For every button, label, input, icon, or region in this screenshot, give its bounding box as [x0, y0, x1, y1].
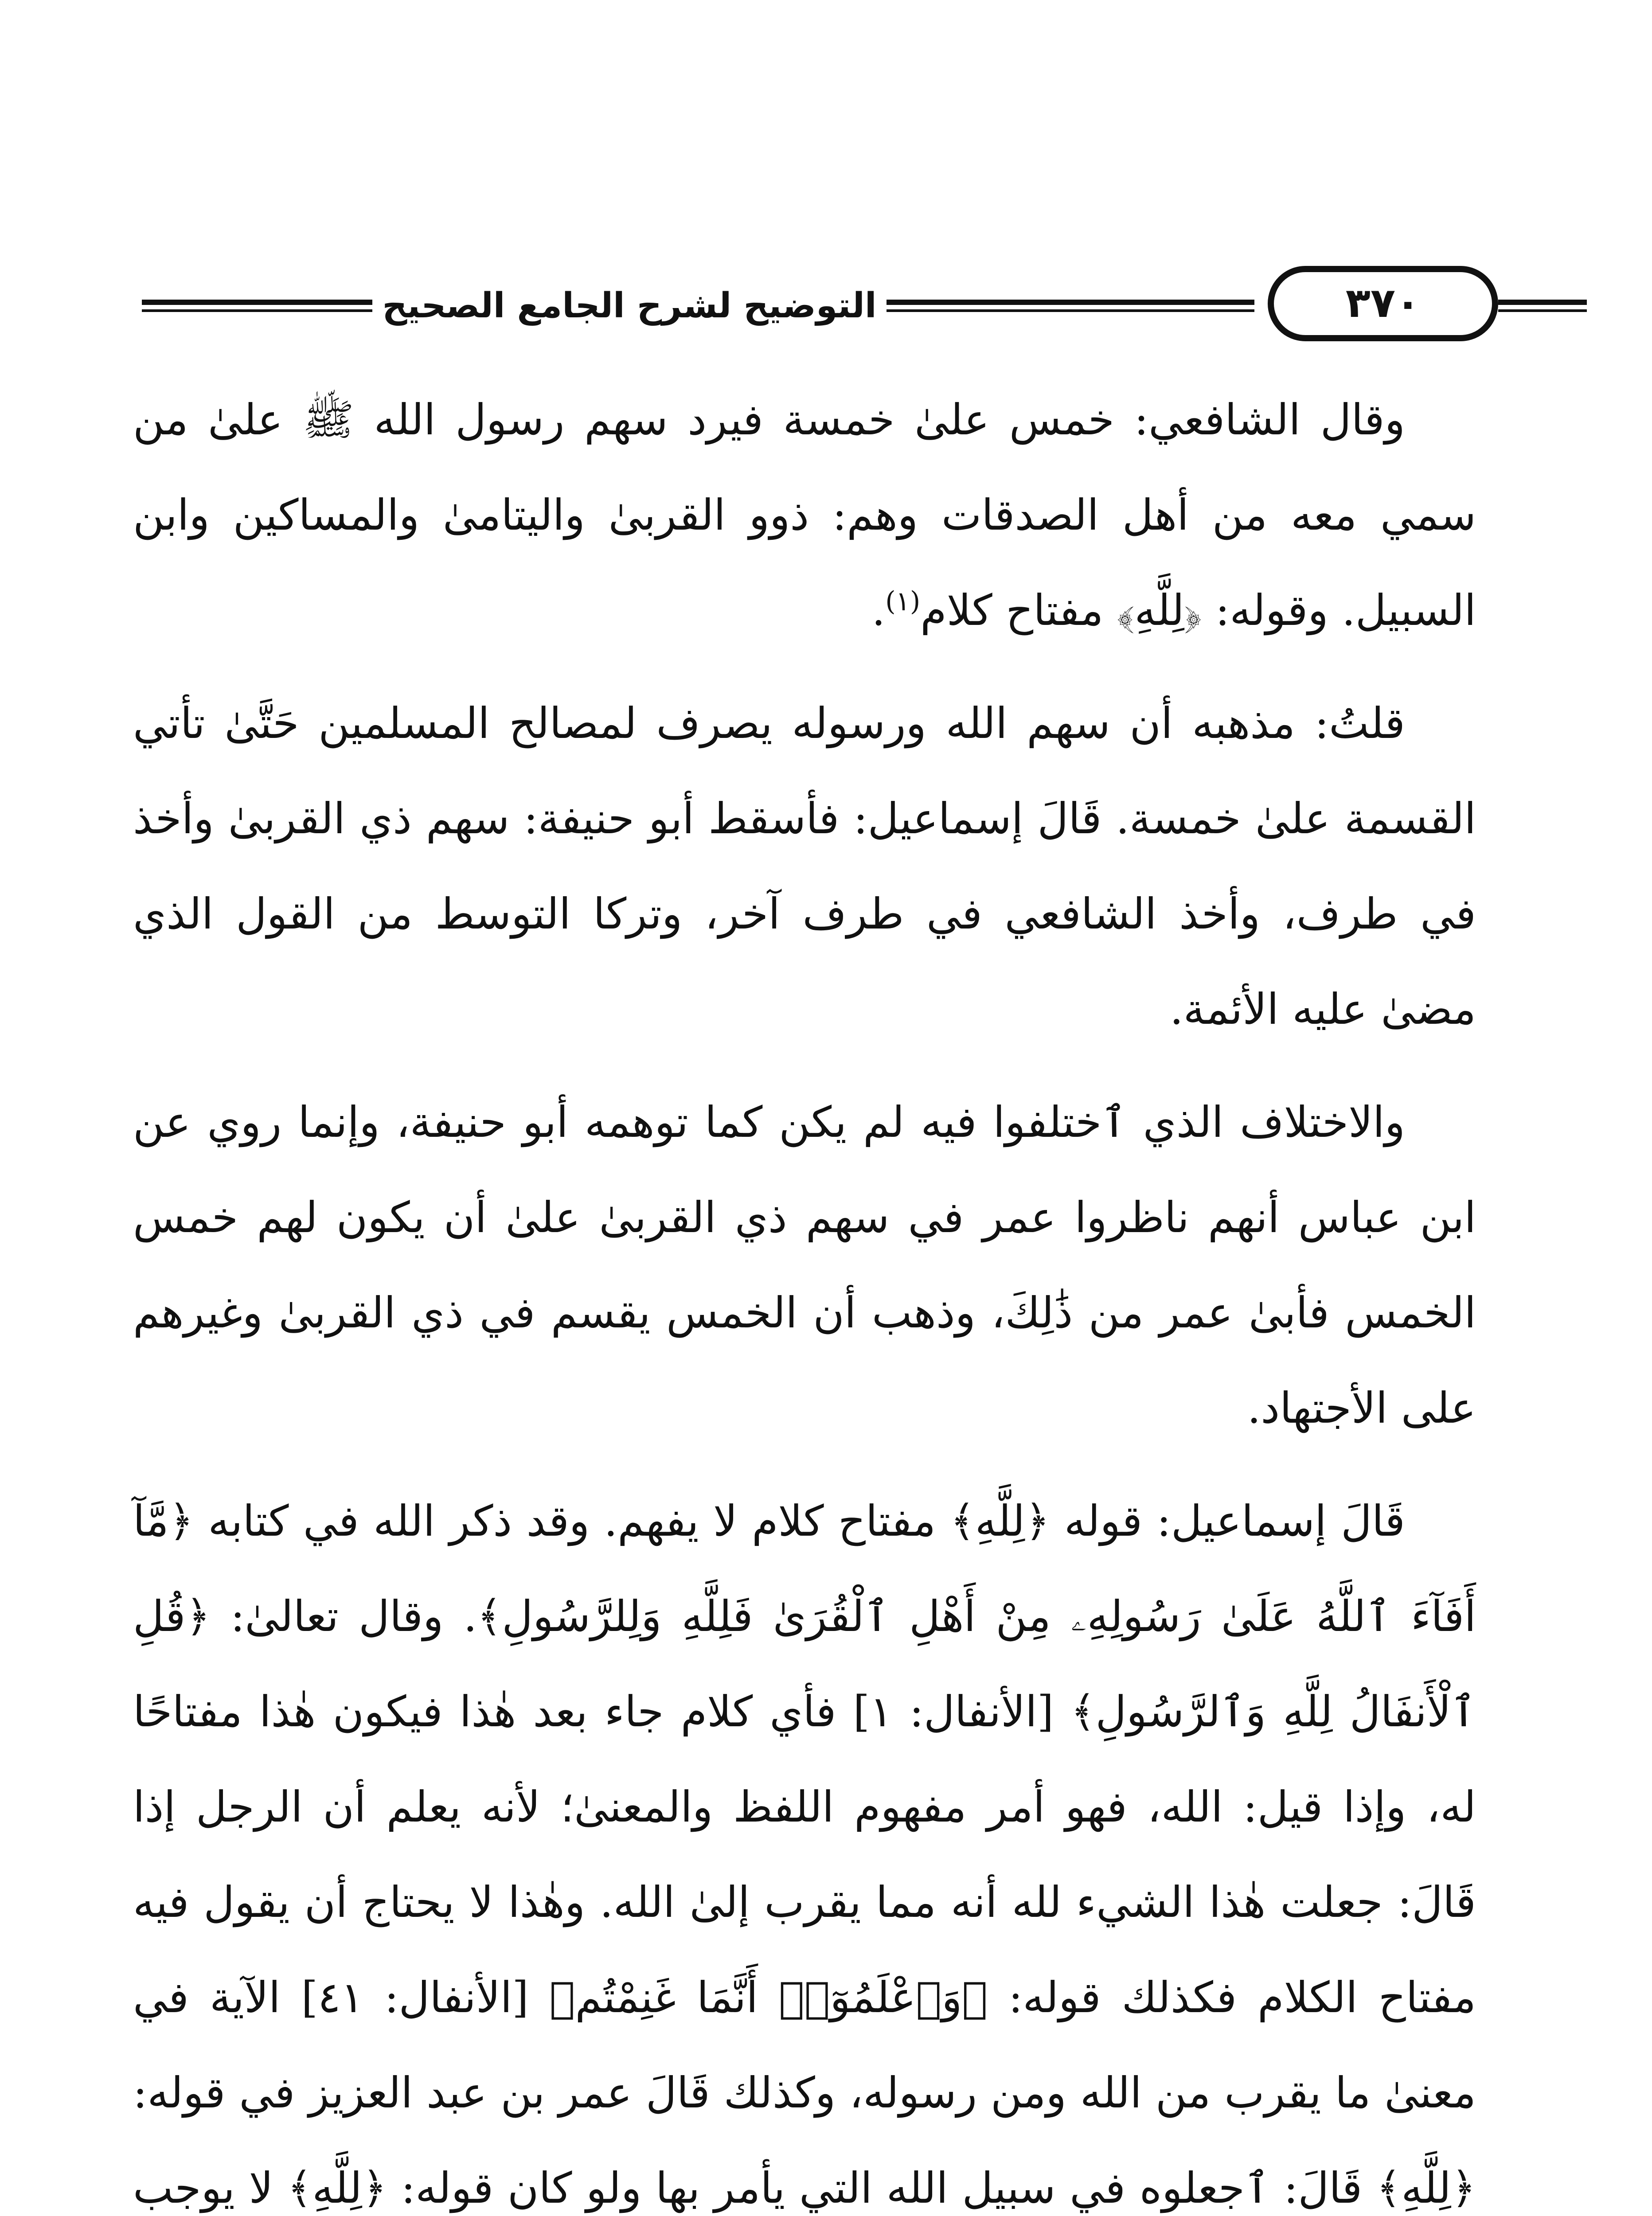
footnote-reference: (١)	[885, 586, 921, 617]
main-text	[133, 372, 1476, 2216]
header-rule-middle	[887, 297, 1254, 315]
paragraph-2: قلتُ: مذهبه أن سهم الله ورسوله يصرف لمصالح المسلمين حَتَّىٰ تأتي القسمة علىٰ خمسة. قَالَ إسماعيل: فأسقط أبو حنيفة: سهم ذي القربىٰ وأخذ في طرف، وأخذ الشافعي في طرف آخر، وتركا التوسط من القول الذي مضىٰ عليه الأئمة.	[133, 698, 1476, 1034]
page-number: ٣٧٠	[1268, 266, 1498, 341]
paragraph-1-text: وقال الشافعي: خمس علىٰ خمسة فيرد سهم رسول الله ﷺ علىٰ من سمي معه من أهل الصدقات وهم: ذوو القربىٰ واليتامىٰ والمساكين وابن السبيل. وقوله: ﴿لِلَّهِ﴾ مفتاح كلام	[133, 395, 1476, 635]
paragraph-3: والاختلاف الذي ٱختلفوا فيه لم يكن كما توهمه أبو حنيفة، وإنما روي عن ابن عباس أنهم ناظروا عمر في سهم ذي القربىٰ علىٰ أن يكون لهم خمس الخمس فأبىٰ عمر من ذَٰلِكَ، وذهب أن الخمس يقسم في ذي القربىٰ وغيرهم على الأجتهاد.	[133, 1097, 1476, 1433]
header-rule-left	[142, 297, 372, 315]
paragraph-1	[133, 372, 1476, 658]
paragraph-1-end: .	[871, 585, 886, 635]
paragraph-4: قَالَ إسماعيل: قوله ﴿لِلَّهِ﴾ مفتاح كلام لا يفهم. وقد ذكر الله في كتابه ﴿مَّآ أَفَآءَ ٱللَّهُ عَلَىٰ رَسُولِهِۦ مِنْ أَهْلِ ٱلْقُرَىٰ فَلِلَّهِ وَلِلرَّسُولِ﴾. وقال تعالىٰ: ﴿قُلِ ٱلْأَنفَالُ لِلَّهِ وَٱلرَّسُولِ﴾ [الأنفال: ١] فأي كلام جاء بعد هٰذا فيكون هٰذا مفتاحًا له، وإذا قيل: الله، فهو أمر مفهوم اللفظ والمعنىٰ؛ لأنه يعلم أن الرجل إذا قَالَ: جعلت هٰذا الشيء لله أنه مما يقرب إلىٰ الله. وهٰذا لا يحتاج أن يقول فيه مفتاح الكلام فكذلك قوله: ﴿وَٱعْلَمُوٓا۟ أَنَّمَا غَنِمْتُم﴾ [الأنفال: ٤١] الآية في معنىٰ ما يقرب من الله ومن رسوله، وكذلك قَالَ عمر بن عبد العزيز في قوله: ﴿لِلَّهِ﴾ قَالَ: ٱجعلوه في سبيل الله التي يأمر بها ولو كان قوله: ﴿لِلَّهِ﴾ لا يوجب	[133, 1496, 1476, 2213]
running-title: التوضيح لشرح الجامع الصحيح	[382, 286, 877, 326]
header-rule-right	[1498, 297, 1587, 315]
page-header	[133, 261, 1480, 350]
